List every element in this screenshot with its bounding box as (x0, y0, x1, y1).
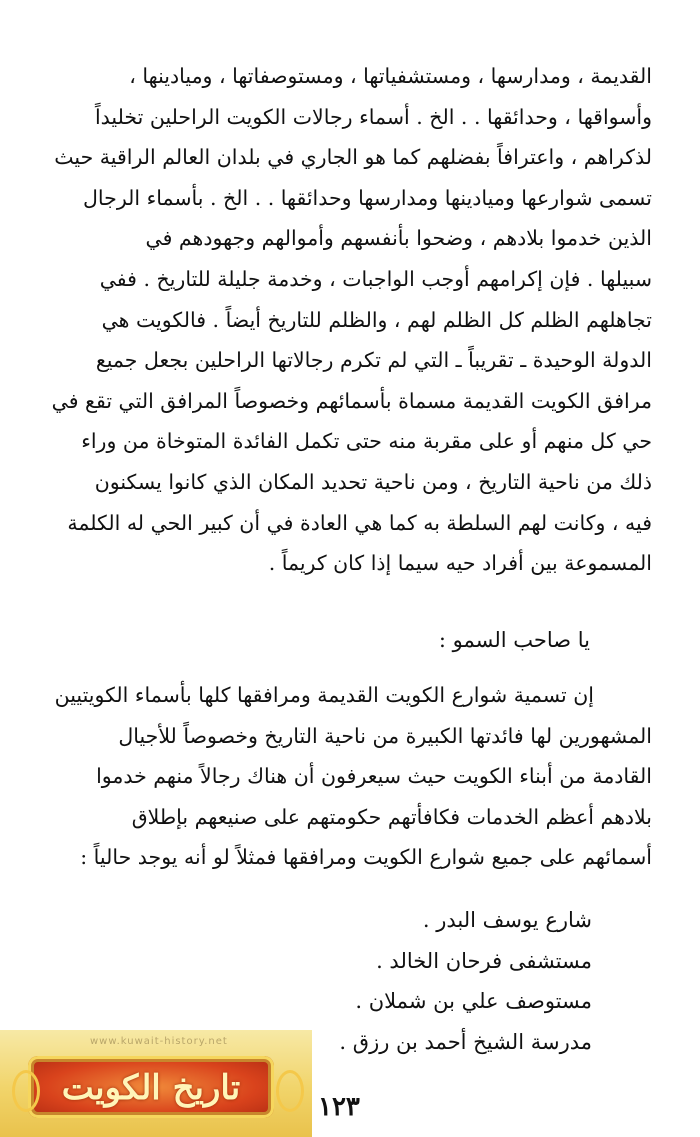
examples-list (339, 900, 592, 1062)
site-logo (0, 1030, 312, 1137)
swirl-ornament-icon (276, 1070, 304, 1112)
text-line: المسموعة بين أفراد حيه سيما إذا كان كريماً . (268, 551, 652, 576)
text-line: تجاهلهم الظلم كل الظلم لهم ، والظلم للتاريخ أيضاً . فالكويت هي (101, 307, 652, 332)
list-item: شارع يوسف البدر . (422, 908, 592, 932)
text-line: سبيلها . فإن إكرامهم أوجب الواجبات ، وخدمة جليلة للتاريخ . ففي (99, 266, 652, 291)
text-line: بلادهم أعظم الخدمات فكافأتهم حكومتهم على صنيعهم بإطلاق (131, 804, 652, 829)
page-number: ١٢٣ (318, 1092, 360, 1122)
salutation-heading: يا صاحب السمو : (438, 628, 590, 652)
text-line: أسمائهم على جميع شوارع الكويت ومرافقها فمثلاً لو أنه يوجد حالياً : (80, 845, 652, 870)
text-line: فيه ، وكانت لهم السلطة به كما هي العادة في أن كبير الحي له الكلمة (67, 510, 652, 535)
text-line: ذلك من ناحية التاريخ ، ومن ناحية تحديد المكان الذي كانوا يسكنون (94, 469, 652, 494)
text-line: إن تسمية شوارع الكويت القديمة ومرافقها كلها بأسماء الكويتيين (54, 683, 594, 707)
list-item: مستشفى فرحان الخالد . (376, 948, 592, 973)
text-line: المشهورين لها فائدتها الكبيرة من ناحية التاريخ وخصوصاً للأجيال (118, 723, 652, 748)
logo-title: تاريخ الكويت (61, 1068, 241, 1108)
text-line: الذين خدموا بلادهم ، وضحوا بأنفسهم وأموالهم وجهودهم في (145, 226, 652, 251)
body-paragraph (40, 56, 652, 584)
text-line: القديمة ، ومدارسها ، ومستشفياتها ، ومستوصفاتها ، وميادينها ، (129, 64, 652, 88)
text-line: القادمة من أبناء الكويت حيث سيعرفون أن هناك رجالاً منهم خدموا (96, 764, 652, 789)
list-item: مستوصف علي بن شملان . (355, 989, 592, 1013)
text-line: مرافق الكويت القديمة مسماة بأسمائهم وخصوصاً المرافق التي تقع في (51, 388, 652, 413)
list-item: مدرسة الشيخ أحمد بن رزق . (339, 1029, 592, 1054)
text-line: الدولة الوحيدة ـ تقريباً ـ التي لم تكرم رجالاتها الراحلين بجعل جميع (95, 348, 652, 373)
text-line: حي كل منهم أو على مقربة منه حتى تكمل الفائدة المتوخاة من وراء (81, 429, 652, 454)
logo-url: www.kuwait-history.net (90, 1036, 228, 1047)
second-paragraph (40, 675, 652, 878)
text-line: وأسواقها ، وحدائقها . . الخ . أسماء رجالات الكويت الراحلين تخليداً (94, 104, 652, 129)
text-line: تسمى شوارعها وميادينها ومدارسها وحدائقها . . الخ . بأسماء الرجال (83, 185, 652, 210)
text-line: لذكراهم ، واعترافاً بفضلهم كما هو الجاري في بلدان العالم الراقية حيث (54, 145, 652, 170)
